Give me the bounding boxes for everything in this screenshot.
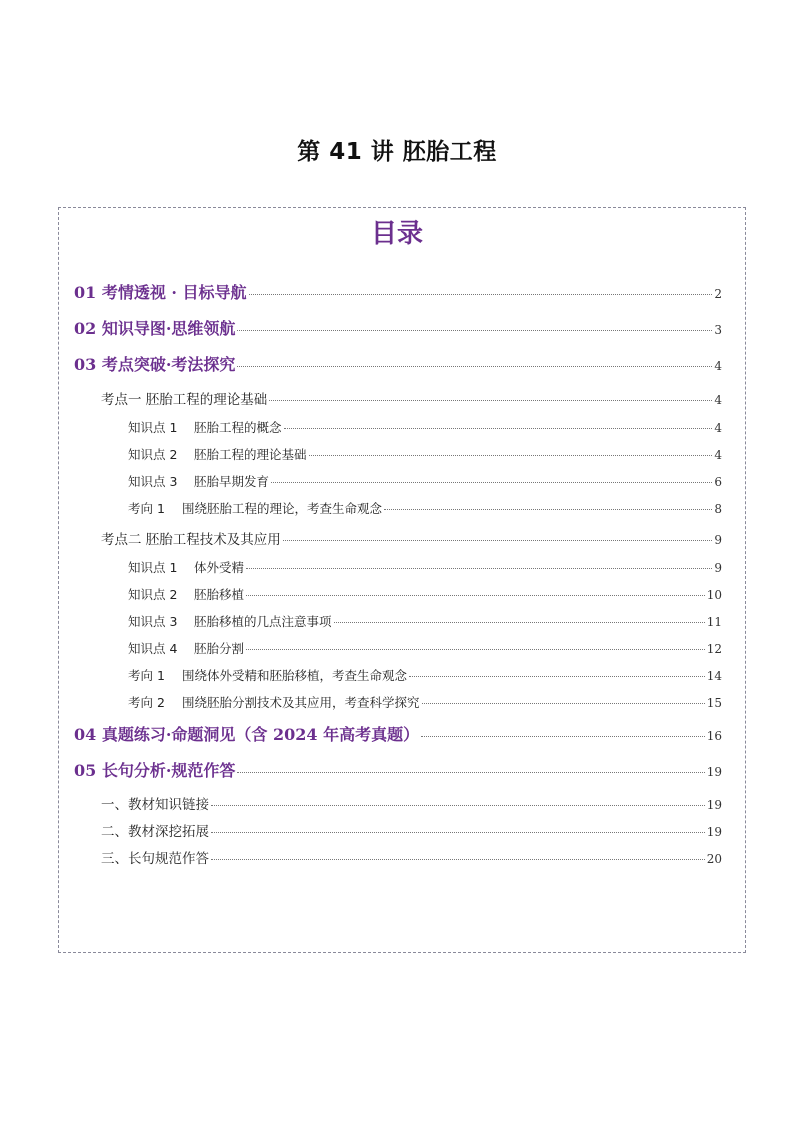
toc-leader bbox=[283, 540, 713, 541]
toc-entry-knowledge[interactable] bbox=[128, 558, 722, 576]
toc-heading: 目录 bbox=[370, 219, 423, 249]
toc-entry-label: 考向 1 围绕体外受精和胚胎移植，考查生命观念 bbox=[128, 668, 408, 683]
toc-entry-label: 03 考点突破·考法探究 bbox=[74, 355, 236, 374]
toc-page-number: 19 bbox=[706, 765, 722, 779]
toc-entry-label: 一、教材知识链接 bbox=[101, 797, 209, 813]
toc-entry-kaodian-2[interactable] bbox=[101, 528, 722, 548]
toc-entry-label: 考向 2 围绕胚胎分割技术及其应用，考查科学探究 bbox=[128, 695, 420, 710]
toc-entry-label: 知识点 2 胚胎工程的理论基础 bbox=[128, 447, 307, 462]
toc-leader bbox=[246, 595, 705, 596]
toc-entry-section-2[interactable] bbox=[101, 820, 722, 840]
toc-entry-label: 知识点 2 胚胎移植 bbox=[128, 587, 245, 602]
toc-page-number: 10 bbox=[706, 588, 722, 602]
toc-leader bbox=[284, 428, 713, 429]
toc-leader bbox=[249, 294, 713, 295]
toc-page-number: 16 bbox=[706, 729, 722, 743]
toc-entry-label: 04 真题练习·命题洞见（含 2024 年高考真题） bbox=[74, 725, 420, 744]
toc-entry-label: 知识点 1 胚胎工程的概念 bbox=[128, 420, 282, 435]
toc-leader bbox=[384, 509, 712, 510]
toc-entry-label: 考向 1 围绕胚胎工程的理论，考查生命观念 bbox=[128, 501, 383, 516]
toc-entry-label: 02 知识导图·思维领航 bbox=[74, 319, 236, 338]
toc-entry-label: 知识点 4 胚胎分割 bbox=[128, 641, 245, 656]
toc-entry-kaoxiang[interactable] bbox=[128, 499, 722, 517]
toc-entry-label: 考点一 胚胎工程的理论基础 bbox=[101, 392, 268, 408]
toc-page-number: 6 bbox=[714, 475, 722, 489]
toc-page-number: 4 bbox=[714, 421, 722, 435]
toc-entry-label: 三、长句规范作答 bbox=[101, 851, 209, 867]
toc-page-number: 9 bbox=[714, 533, 722, 547]
toc-leader bbox=[211, 805, 705, 806]
toc-entry-03[interactable] bbox=[74, 352, 722, 375]
toc-entry-label: 05 长句分析·规范作答 bbox=[74, 761, 236, 780]
toc-entry-knowledge[interactable] bbox=[128, 418, 722, 436]
toc-page-number: 14 bbox=[706, 669, 722, 683]
toc-leader bbox=[211, 832, 705, 833]
toc-entry-label: 知识点 1 体外受精 bbox=[128, 560, 245, 575]
toc-page-number: 8 bbox=[714, 502, 722, 516]
toc-entry-05[interactable] bbox=[74, 758, 722, 781]
toc-page-number: 20 bbox=[706, 852, 722, 866]
toc-page-number: 4 bbox=[714, 393, 722, 407]
toc-leader bbox=[237, 772, 704, 773]
toc-page-number: 4 bbox=[714, 448, 722, 462]
toc-entry-04[interactable] bbox=[74, 722, 722, 745]
toc-entry-kaoxiang[interactable] bbox=[128, 693, 722, 711]
toc-page-number: 11 bbox=[706, 615, 722, 629]
toc-entry-section-1[interactable] bbox=[101, 793, 722, 813]
toc-leader bbox=[421, 736, 705, 737]
toc-entry-01[interactable] bbox=[74, 280, 722, 303]
toc-page-number: 9 bbox=[714, 561, 722, 575]
toc-leader bbox=[246, 568, 712, 569]
toc-leader bbox=[269, 400, 712, 401]
toc-entry-section-3[interactable] bbox=[101, 847, 722, 867]
toc-leader bbox=[309, 455, 713, 456]
toc-entry-label: 知识点 3 胚胎早期发育 bbox=[128, 474, 270, 489]
toc-leader bbox=[334, 622, 705, 623]
toc-page-number: 19 bbox=[706, 825, 722, 839]
toc-entry-label: 考点二 胚胎工程技术及其应用 bbox=[101, 532, 281, 548]
toc-leader bbox=[211, 859, 705, 860]
toc-page-number: 3 bbox=[714, 323, 722, 337]
toc-entry-knowledge[interactable] bbox=[128, 445, 722, 463]
toc-leader bbox=[237, 366, 712, 367]
toc-page-number: 15 bbox=[706, 696, 722, 710]
toc-leader bbox=[246, 649, 705, 650]
toc-entry-knowledge[interactable] bbox=[128, 639, 722, 657]
page-title: 第 41 讲 胚胎工程 bbox=[297, 139, 497, 165]
toc-entry-label: 知识点 3 胚胎移植的几点注意事项 bbox=[128, 614, 332, 629]
toc-entry-02[interactable] bbox=[74, 316, 722, 339]
toc-entry-kaodian-1[interactable] bbox=[101, 388, 722, 408]
toc-leader bbox=[237, 330, 712, 331]
toc-entry-label: 二、教材深挖拓展 bbox=[101, 824, 209, 840]
toc-entry-knowledge[interactable] bbox=[128, 612, 722, 630]
toc-entry-label: 01 考情透视 · 目标导航 bbox=[74, 283, 247, 302]
toc-entry-knowledge[interactable] bbox=[128, 472, 722, 490]
toc-page-number: 12 bbox=[706, 642, 722, 656]
toc-entry-knowledge[interactable] bbox=[128, 585, 722, 603]
toc-leader bbox=[409, 676, 705, 677]
toc-leader bbox=[271, 482, 712, 483]
toc-page-number: 19 bbox=[706, 798, 722, 812]
toc-page-number: 2 bbox=[714, 287, 722, 301]
toc-leader bbox=[422, 703, 705, 704]
toc-page-number: 4 bbox=[714, 359, 722, 373]
toc-entry-kaoxiang[interactable] bbox=[128, 666, 722, 684]
